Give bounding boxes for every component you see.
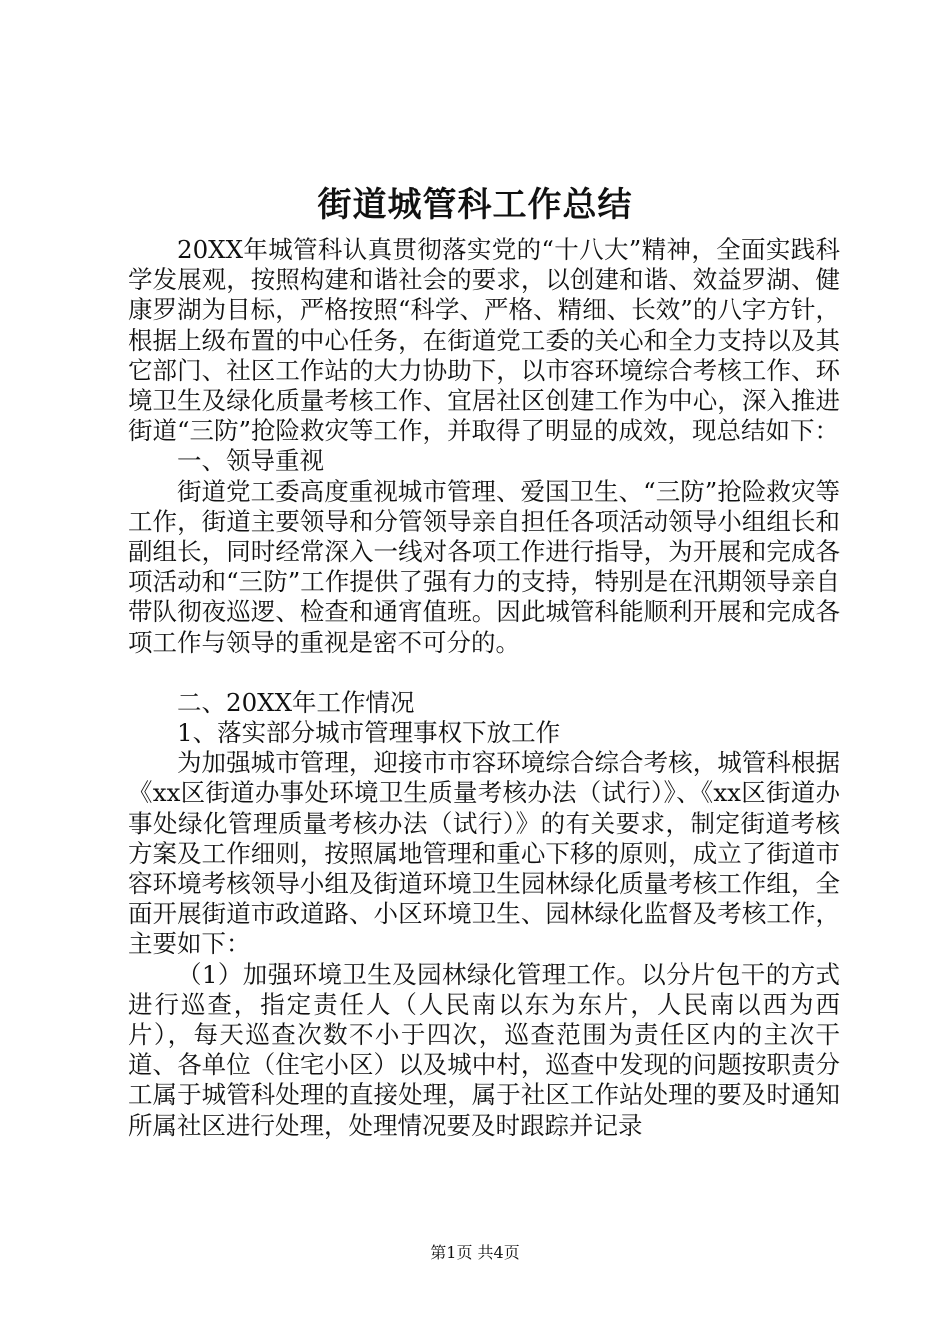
page-footer: 第1页 共4页 [430, 1243, 520, 1262]
sanitation-paragraph: （1）加强环境卫生及园林绿化管理工作。以分片包干的方式进行巡查，指定责任人（人民南以东为东片，人民南以西为西片），每天巡查次数不小于四次，巡查范围为责任区内的主次干道、各单位（住宅小区）以及城中村，巡查中发现的问题按职责分工属于城管科处理的直接处理，属于社区工作站处理的要及时通知所属社区进行处理，处理情况要及时跟踪并记录 [128, 959, 840, 1140]
section-heading-leadership: 一、领导重视 [177, 446, 324, 476]
subsection-heading-delegation: 1、落实部分城市管理事权下放工作 [177, 718, 561, 748]
document-body [128, 235, 840, 1141]
leadership-paragraph: 街道党工委高度重视城市管理、爱国卫生、“三防”抢险救灾等工作，街道主要领导和分管领导亲自担任各项活动领导小组组长和副组长，同时经常深入一线对各项工作进行指导，为开展和完成各项活动和“三防”工作提供了强有力的支持，特别是在汛期领导亲自带队彻夜巡逻、检查和通宵值班。因此城管科能顺利开展和完成各项工作与领导的重视是密不可分的。 [128, 476, 840, 657]
document-title: 街道城管科工作总结 [317, 185, 633, 225]
section-heading-work-status: 二、20XX年工作情况 [177, 687, 415, 717]
delegation-paragraph: 为加强城市管理，迎接市市容环境综合综合考核，城管科根据《xx区街道办事处环境卫生质量考核办法（试行）》、《xx区街道办事处绿化管理质量考核办法（试行）》的有关要求，制定街道考核方案及工作细则，按照属地管理和重心下移的原则，成立了街道市容环境考核领导小组及街道环境卫生园林绿化质量考核工作组，全面开展街道市政道路、小区环境卫生、园林绿化监督及考核工作，主要如下： [128, 748, 840, 959]
intro-paragraph: 20XX年城管科认真贯彻落实党的“十八大”精神，全面实践科学发展观，按照构建和谐社会的要求，以创建和谐、效益罗湖、健康罗湖为目标，严格按照“科学、严格、精细、长效”的八字方针，根据上级布置的中心任务，在街道党工委的关心和全力支持以及其它部门、社区工作站的大力协助下，以市容环境综合考核工作、环境卫生及绿化质量考核工作、宜居社区创建工作为中心，深入推进街道“三防”抢险救灾等工作，并取得了明显的成效，现总结如下： [128, 235, 840, 446]
